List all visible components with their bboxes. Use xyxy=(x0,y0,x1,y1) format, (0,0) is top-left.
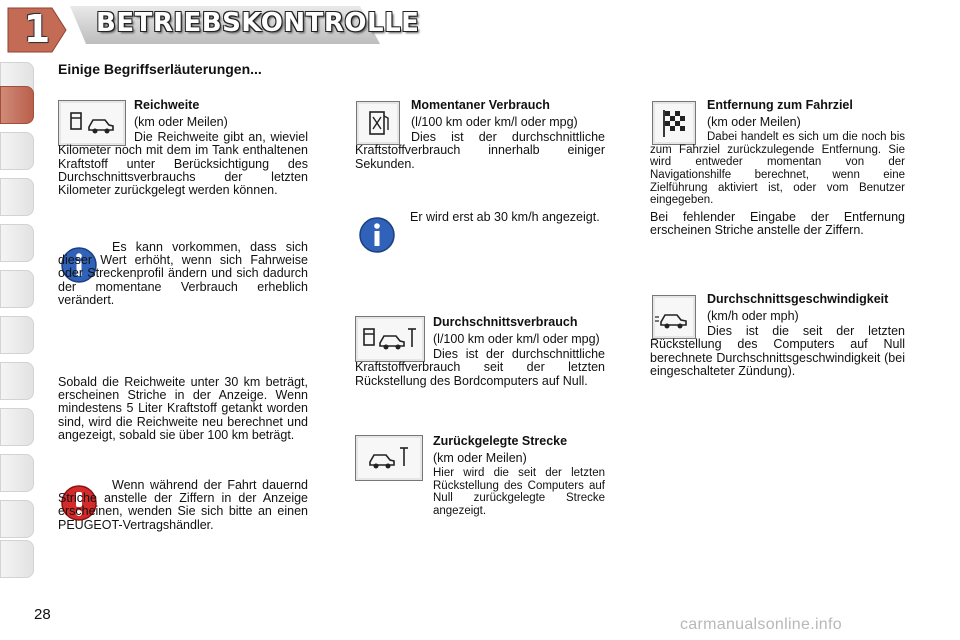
chapter-tab[interactable] xyxy=(0,132,34,170)
strecke-block xyxy=(355,435,605,522)
chapter-title: BETRIEBSKONTROLLE xyxy=(96,8,420,38)
geschwindigkeit-text: Dies ist die seit der letzten Rückstellung des Computers auf Null berechnete Durchschnittsgeschwindigkeit (bei eingeschalteter Zündung). xyxy=(650,324,905,378)
durchschnitt-unit: (l/100 km oder km/l oder mpg) xyxy=(433,332,600,346)
geschwindigkeit-block xyxy=(650,293,905,382)
chapter-tab[interactable] xyxy=(0,500,34,538)
chapter-tab-active[interactable] xyxy=(0,86,34,124)
page-number: 28 xyxy=(34,606,51,623)
chapter-tab[interactable] xyxy=(0,362,34,400)
chapter-number: 1 xyxy=(23,7,51,51)
reichweite-block xyxy=(58,99,308,201)
momentan-unit: (l/100 km oder km/l oder mpg) xyxy=(411,115,578,129)
chapter-tab[interactable] xyxy=(0,316,34,354)
chapter-tab[interactable] xyxy=(0,540,34,578)
reichweite-info-text: Es kann vorkommen, dass sich dieser Wert erhöht, wenn sich Fahrweise oder Streckenprofil ändern und sich dadurch der momentane Verbrauch erheblich verändert. xyxy=(58,240,308,307)
strecke-text: Hier wird die seit der letzten Rückstellung des Computers auf Null zurückgelegte Strecke angezeigt. xyxy=(433,467,605,517)
geschwindigkeit-title: Durchschnittsgeschwindigkeit xyxy=(707,292,889,306)
momentan-info-text: Er wird erst ab 30 km/h angezeigt. xyxy=(410,210,600,224)
durchschnitt-title: Durchschnittsverbrauch xyxy=(433,315,578,329)
page-header xyxy=(0,0,960,56)
info-icon xyxy=(358,216,396,254)
momentan-title: Momentaner Verbrauch xyxy=(411,98,550,112)
strecke-unit: (km oder Meilen) xyxy=(433,451,527,465)
strecke-title: Zurückgelegte Strecke xyxy=(433,434,568,448)
reichweite-title: Reichweite xyxy=(134,98,200,112)
durchschnitt-block xyxy=(355,316,605,392)
watermark: carmanualsonline.info xyxy=(680,616,842,633)
ziel-text2: Bei fehlender Eingabe der Entfernung erscheinen Striche anstelle der Ziffern. xyxy=(650,209,905,237)
chapter-tabs xyxy=(0,62,36,580)
reichweite-unit: (km oder Meilen) xyxy=(134,115,228,129)
warning-text: Wenn während der Fahrt dauernd Striche anstelle der Ziffern in der Anzeige erscheinen, wenden Sie sich bitte an einen PEUGEOT-Vertragshändler. xyxy=(58,478,308,532)
chapter-tab[interactable] xyxy=(0,224,34,262)
chapter-tab[interactable] xyxy=(0,270,34,308)
ziel-block xyxy=(650,99,905,241)
section-title: Einige Begriffserläuterungen... xyxy=(58,61,262,77)
durchschnitt-text: Dies ist der durchschnittliche Kraftstoffverbrauch seit der letzten Rückstellung des Bordcomputers auf Null. xyxy=(355,347,605,388)
ziel-text: Dabei handelt es sich um die noch bis zum Fahrziel zurückzulegende Entfernung. Sie wird entweder momentan von der Navigationshilfe berechnet, wenn eine Zielführung aktiviert ist, oder vom Benutzer eingegeben. xyxy=(650,131,905,207)
ziel-unit: (km oder Meilen) xyxy=(707,115,801,129)
geschwindigkeit-unit: (km/h oder mph) xyxy=(707,309,799,323)
momentan-text: Dies ist der durchschnittliche Kraftstoffverbrauch innerhalb einiger Sekunden. xyxy=(355,130,605,171)
chapter-tab[interactable] xyxy=(0,408,34,446)
chapter-tab[interactable] xyxy=(0,454,34,492)
momentan-block xyxy=(355,99,605,175)
reichweite-text: Die Reichweite gibt an, wieviel Kilometer noch mit dem im Tank enthaltenen Kraftstoff unter Berücksichtigung des Durchschnittsverbrauchs der letzten Kilometer zurückgelegt werden können. xyxy=(58,130,308,198)
ziel-title: Entfernung zum Fahrziel xyxy=(707,98,853,112)
chapter-tab[interactable] xyxy=(0,178,34,216)
reichweite-note: Sobald die Reichweite unter 30 km beträgt, erscheinen Striche in der Anzeige. Wenn mindestens 5 Liter Kraftstoff getankt worden sind, wird die Reichweite neu berechnet und angezeigt, sobald sie über 100 km beträgt. xyxy=(58,375,308,442)
